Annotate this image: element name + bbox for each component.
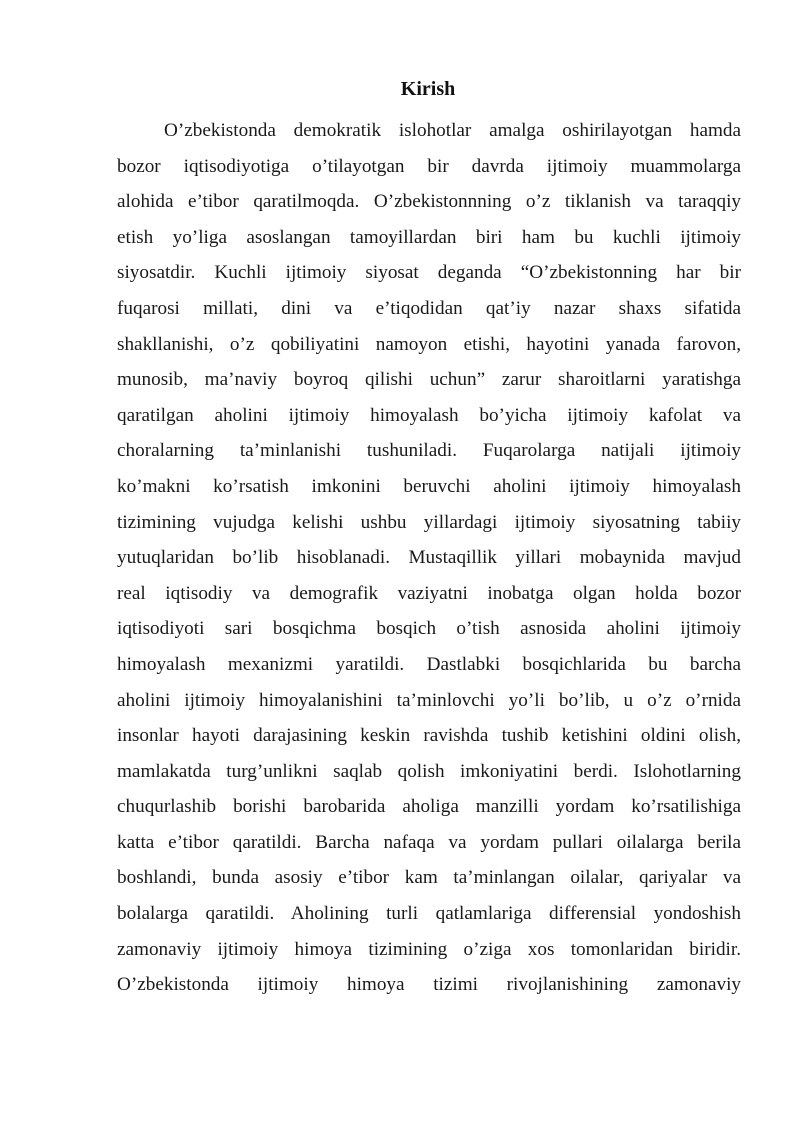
text-line: siyosatdir. Kuchli ijtimoiy siyosat deganda “O’zbekistonning har bir [117,262,741,284]
text-line: O’zbekistonda demokratik islohotlar amalga oshirilayotgan hamda [164,120,741,141]
text-line: qaratilgan aholini ijtimoiy himoyalash bo’yicha ijtimoiy kafolat va [117,404,741,426]
text-line: choralarning ta’minlanishi tushuniladi. Fuqarolarga natijali ijtimoiy [117,440,741,462]
text-line: aholini ijtimoiy himoyalanishini ta’minlovchi yo’li bo’lib, u o’z o’rnida [117,689,741,711]
text-line: real iqtisodiy va demografik vaziyatni inobatga olgan holda bozor [117,582,741,604]
text-line: boshlandi, bunda asosiy e’tibor kam ta’minlangan oilalar, qariyalar va [117,867,741,889]
text-line: insonlar hayoti darajasining keskin ravishda tushib ketishini oldini olish, [117,725,741,747]
text-line: shakllanishi, o’z qobiliyatini namoyon etishi, hayotini yanada farovon, [117,333,741,355]
text-line: ko’makni ko’rsatish imkonini beruvchi aholini ijtimoiy himoyalash [117,475,741,497]
body-paragraph [117,113,741,1003]
text-line: O’zbekistonda ijtimoiy himoya tizimi rivojlanishining zamonaviy [117,974,741,996]
text-line: alohida e’tibor qaratilmoqda. O’zbekistonnning o’z tiklanish va taraqqiy [117,191,741,213]
text-line: yutuqlaridan bo’lib hisoblanadi. Mustaqillik yillari mobaynida mavjud [117,547,741,569]
text-line: himoyalash mexanizmi yaratildi. Dastlabki bosqichlarida bu barcha [117,653,741,675]
text-line: munosib, ma’naviy boyroq qilishi uchun” zarur sharoitlarni yaratishga [117,369,741,391]
text-line: bolalarga qaratildi. Aholining turli qatlamlariga differensial yondoshish [117,903,741,925]
text-line: fuqarosi millati, dini va e’tiqodidan qat’iy nazar shaxs sifatida [117,297,741,319]
text-line: zamonaviy ijtimoiy himoya tizimining o’ziga xos tomonlaridan biridir. [117,938,741,960]
text-line: bozor iqtisodiyotiga o’tilayotgan bir davrda ijtimoiy muammolarga [117,155,741,177]
text-line: etish yo’liga asoslangan tamoyillardan biri ham bu kuchli ijtimoiy [117,226,741,248]
page-title: Kirish [400,78,456,100]
text-line: mamlakatda turg’unlikni saqlab qolish imkoniyatini berdi. Islohotlarning [117,760,741,782]
text-line: katta e’tibor qaratildi. Barcha nafaqa va yordam pullari oilalarga berila [117,831,741,853]
text-line: chuqurlashib borishi barobarida aholiga manzilli yordam ko’rsatilishiga [117,796,741,818]
text-line: iqtisodiyoti sari bosqichma bosqich o’tish asnosida aholini ijtimoiy [117,618,741,640]
text-line: tizimining vujudga kelishi ushbu yillardagi ijtimoiy siyosatning tabiiy [117,511,741,533]
